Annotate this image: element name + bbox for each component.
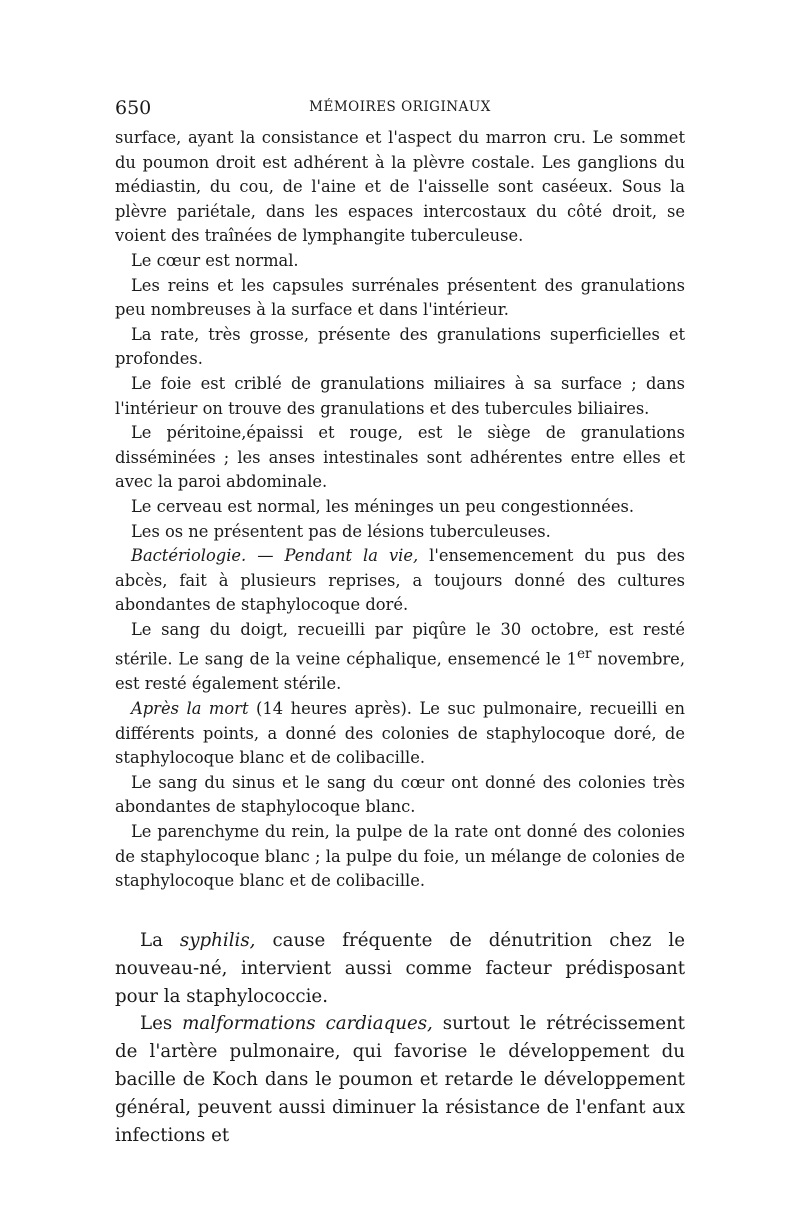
paragraph-kidneys: Les reins et les capsules surrénales présentent des granulations peu nombreuses à la surface et dans l'intérieur.: [115, 275, 685, 320]
paragraph-finger-blood: Le sang du doigt, recueilli par piqûre le 30 octobre, est resté stérile. Le sang de la veine céphalique, ensemencé le 1er novembre, est resté également stérile.: [115, 619, 685, 694]
paragraph-cardiac-malformations: Les malformations cardiaques, surtout le rétrécissement de l'artère pulmonaire, qui favorise le développement du bacille de Koch dans le poumon et retarde le développement général, peuvent aussi diminuer la résistance de l'enfant aux infections et: [115, 1013, 685, 1146]
paragraph-heart: Le cœur est normal.: [131, 250, 299, 270]
paragraph-liver: Le foie est criblé de granulations miliaires à sa surface ; dans l'intérieur on trouve des granulations et des tubercules biliaires.: [115, 373, 685, 418]
paragraph-brain: Le cerveau est normal, les méninges un peu congestionnées.: [131, 496, 635, 516]
paragraph-syphilis: La syphilis, cause fréquente de dénutrition chez le nouveau-né, intervient aussi comme facteur prédisposant pour la staphylococcie.: [115, 930, 686, 1007]
paragraph-peritoneum: Le péritoine,épaissi et rouge, est le siège de granulations disséminées ; les anses intestinales sont adhérentes entre elles et avec la paroi abdominale.: [115, 423, 685, 492]
paragraph-bacteriology: Bactériologie. — Pendant la vie, l'ensemencement du pus des abcès, fait à plusieurs reprises, a toujours donné des cultures abondantes de staphylocoque doré.: [115, 546, 686, 615]
paragraph-bones: Les os ne présentent pas de lésions tuberculeuses.: [131, 521, 551, 541]
running-title: MÉMOIRES ORIGINAUX: [309, 99, 491, 115]
paragraph-after-death: Après la mort (14 heures après). Le suc pulmonaire, recueilli en différents points, a donné des colonies de staphylocoque doré, de staphylocoque blanc et de colibacille.: [115, 699, 685, 768]
paragraph-spleen: La rate, très grosse, présente des granulations superficielles et profondes.: [115, 324, 685, 369]
page-number: 650: [115, 97, 152, 119]
paragraph-sinus-blood: Le sang du sinus et le sang du cœur ont donné des colonies très abondantes de staphylocoque blanc.: [115, 772, 685, 817]
paragraph-kidney-parenchyma: Le parenchyme du rein, la pulpe de la rate ont donné des colonies de staphylocoque blanc ; la pulpe du foie, un mélange de colonies de staphylocoque blanc et de colibacille.: [115, 822, 685, 891]
paragraph-lung-findings: surface, ayant la consistance et l'aspect du marron cru. Le sommet du poumon droit est adhérent à la plèvre costale. Les ganglions du médiastin, du cou, de l'aine et de l'aisselle sont caséeux. Sous la plèvre pariétale, dans les espaces intercostaux du côté droit, se voient des traînées de lymphangite tuberculeuse.: [115, 128, 685, 246]
case-report-body: [115, 126, 685, 894]
discussion-body: [115, 927, 685, 1149]
page-header: [115, 97, 685, 121]
